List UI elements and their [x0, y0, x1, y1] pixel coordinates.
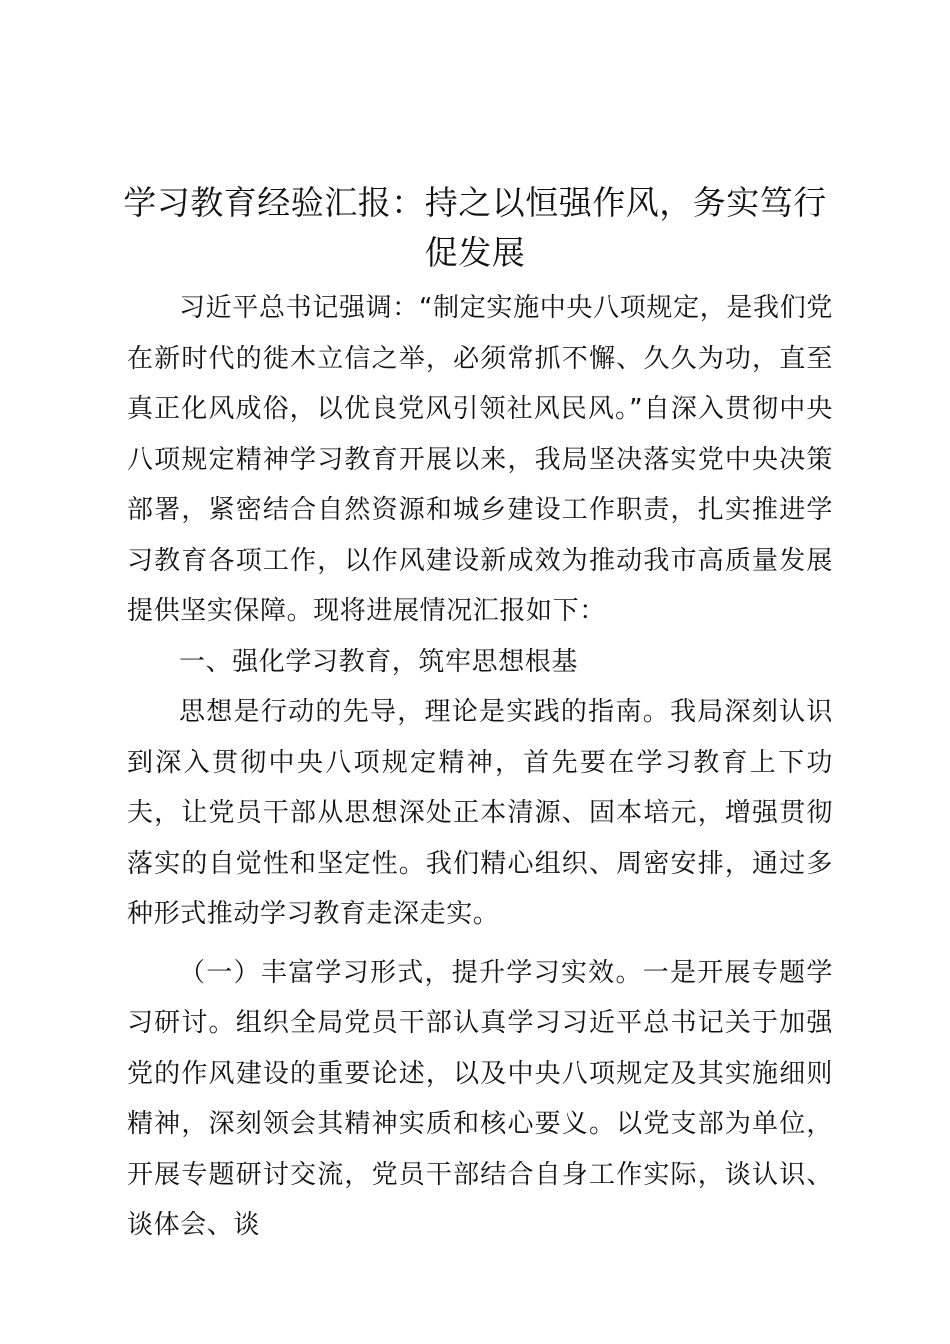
section-paragraph: 思想是行动的先导，理论是实践的指南。我局深刻认识到深入贯彻中央八项规定精神，首先要在学习教育上下功夫，让党员干部从思想深处正本清源、固本培元，增强贯彻落实的自觉性和坚定性。我们精心组织、周密安排，通过多种形式推动学习教育走深走实。	[127, 697, 833, 929]
subsection-paragraph: （一）丰富学习形式，提升学习实效。一是开展专题学习研讨。组织全局党员干部认真学习习近平总书记关于加强党的作风建设的重要论述，以及中央八项规定及其实施细则精神，深刻领会其精神实质和核心要义。以党支部为单位，开展专题研讨交流，党员干部结合自身工作实际，谈认识、谈体会、谈	[127, 957, 833, 1240]
document-title: 学习教育经验汇报：持之以恒强作风，务实笃行促发展	[123, 183, 827, 272]
document-body	[127, 283, 833, 1251]
intro-paragraph: 习近平总书记强调：“制定实施中央八项规定，是我们党在新时代的徙木立信之举，必须常抓不懈、久久为功，直至真正化风成俗，以优良党风引领社风民风。”自深入贯彻中央八项规定精神学习教育开展以来，我局坚决落实党中央决策部署，紧密结合自然资源和城乡建设工作职责，扎实推进学习教育各项工作，以作风建设新成效为推动我市高质量发展提供坚实保障。现将进展情况汇报如下：	[127, 293, 833, 626]
section-heading: 一、强化学习教育，筑牢思想根基	[179, 646, 579, 677]
